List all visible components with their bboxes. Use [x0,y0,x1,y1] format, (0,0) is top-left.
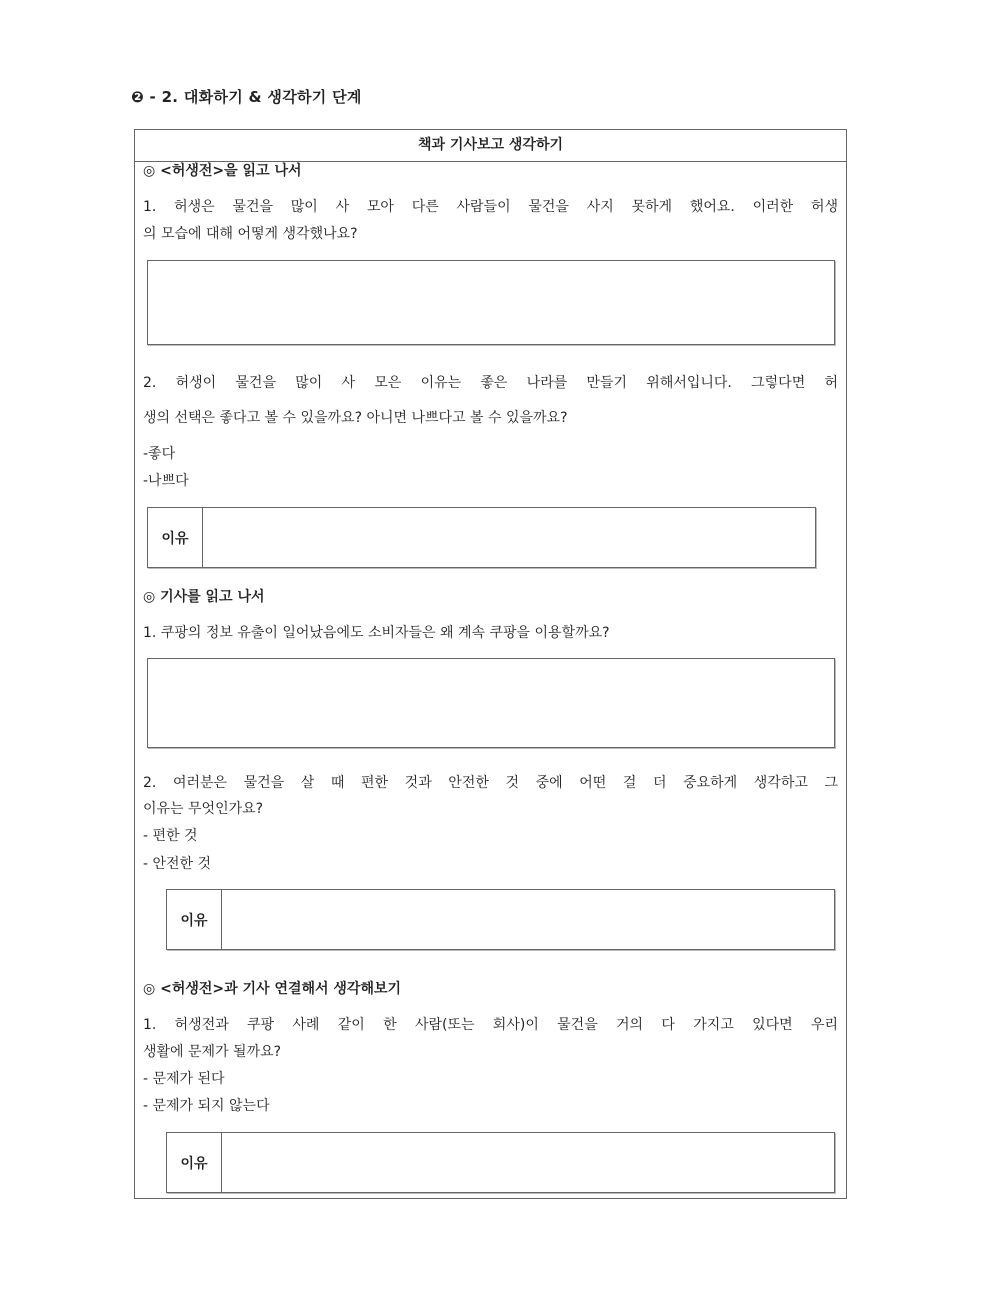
s1-q1-line1: 1. 허생은 물건을 많이 사 모아 다른 사람들이 물건을 사지 못하게 했어요. 이러한 허생 [143,199,838,215]
section-title-3: ◎ <허생전>과 기사 연결해서 생각해보기 [143,981,402,997]
s3-q1-reason-box [166,1132,835,1193]
s1-q1-answer-box[interactable] [147,260,835,345]
s2-q2-option-1[interactable]: - 편한 것 [143,828,198,844]
s1-q2-line2: 생의 선택은 좋다고 볼 수 있을까요? 아니면 나쁘다고 볼 수 있을까요? [143,410,568,426]
reason-input[interactable] [203,508,815,567]
reason-label: 이유 [167,890,222,949]
page-heading: ❷ - 2. 대화하기 & 생각하기 단계 [131,88,362,106]
s2-q2-reason-box [166,889,835,950]
s3-q1-line2: 생활에 문제가 될까요? [143,1044,282,1060]
s3-q1-line1: 1. 허생전과 쿠팡 사례 같이 한 사람(또는 회사)이 물건을 거의 다 가지고 있다면 우리 [143,1017,838,1033]
section-title-1: ◎ <허생전>을 읽고 나서 [143,163,302,179]
s2-q2-option-2[interactable]: - 안전한 것 [143,856,212,872]
s2-q1-line1: 1. 쿠팡의 정보 유출이 일어났음에도 소비자들은 왜 계속 쿠팡을 이용할까요? [143,625,610,641]
s3-q1-option-1[interactable]: - 문제가 된다 [143,1071,225,1087]
s1-q2-reason-box [147,507,816,568]
section-title-2: ◎ 기사를 읽고 나서 [143,589,265,605]
s1-q2-option-2[interactable]: -나쁘다 [143,473,189,489]
s1-q2-option-1[interactable]: -좋다 [143,446,176,462]
reason-input[interactable] [222,890,834,949]
s2-q2-line2: 이유는 무엇인가요? [143,801,264,817]
s3-q1-option-2[interactable]: - 문제가 되지 않는다 [143,1098,270,1114]
table-title: 책과 기사보고 생각하기 [135,130,846,162]
reason-label: 이유 [148,508,203,567]
s2-q1-answer-box[interactable] [147,658,835,748]
s1-q2-line1: 2. 허생이 물건을 많이 사 모은 이유는 좋은 나라를 만들기 위해서입니다. 그렇다면 허 [143,375,838,391]
reason-input[interactable] [222,1133,834,1192]
s2-q2-line1: 2. 여러분은 물건을 살 때 편한 것과 안전한 것 중에 어떤 걸 더 중요하게 생각하고 그 [143,775,838,791]
reason-label: 이유 [167,1133,222,1192]
s1-q1-line2: 의 모습에 대해 어떻게 생각했나요? [143,226,358,242]
